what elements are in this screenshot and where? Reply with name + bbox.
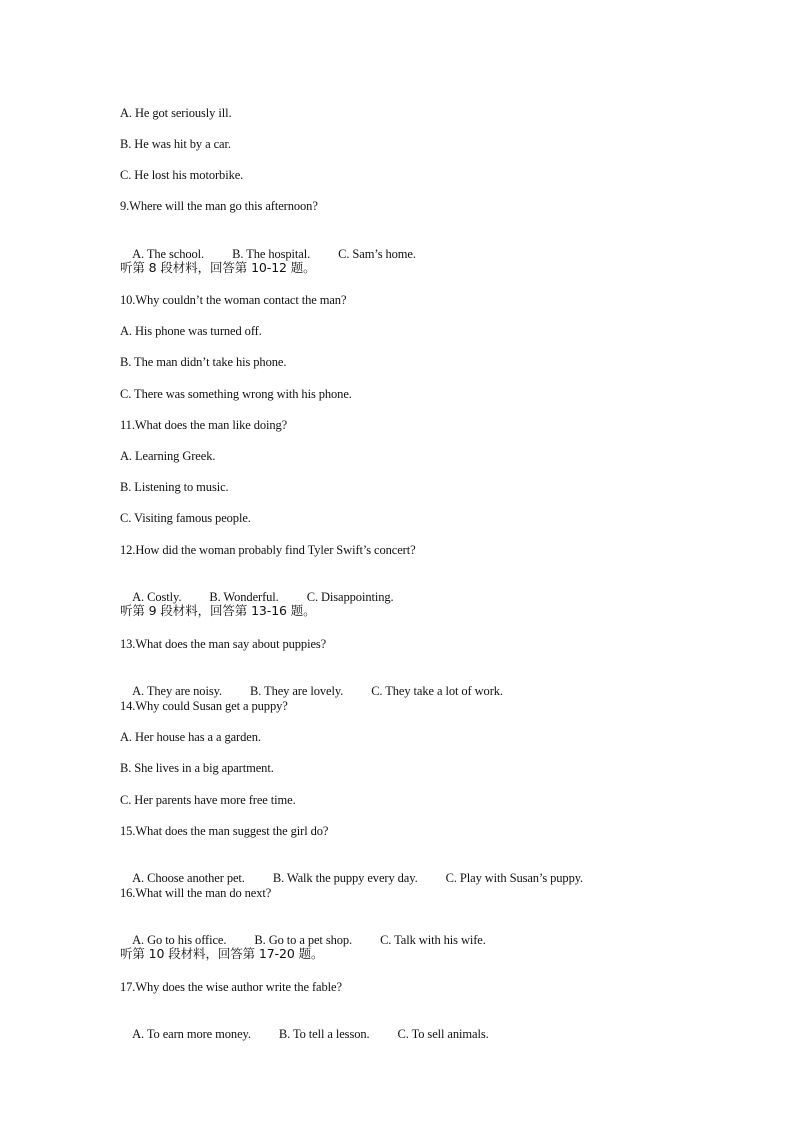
- q13-option-a: A. They are noisy.: [132, 684, 222, 698]
- question-11: 11.What does the man like doing?: [120, 418, 288, 432]
- question-13: 13.What does the man say about puppies?: [120, 637, 327, 651]
- q14-option-a: A. Her house has a a garden.: [120, 730, 261, 744]
- q10-option-c: C. There was something wrong with his phone.: [120, 387, 352, 401]
- question-17: 17.Why does the wise author write the fable?: [120, 980, 342, 994]
- q17-option-b: B. To tell a lesson.: [278, 1027, 370, 1041]
- q8-option-a: A. He got seriously ill.: [120, 106, 232, 120]
- q8-option-b: B. He was hit by a car.: [120, 137, 231, 151]
- q14-option-c: C. Her parents have more free time.: [120, 793, 296, 807]
- q9-option-b: B. The hospital.: [232, 247, 311, 261]
- section-9-heading: 听第 9 段材料，回答第 13-16 题。: [120, 603, 316, 618]
- question-15: 15.What does the man suggest the girl do?: [120, 824, 329, 838]
- q13-option-c: C. They take a lot of work.: [371, 684, 503, 698]
- q10-option-b: B. The man didn’t take his phone.: [120, 355, 287, 369]
- q15-option-b: B. Walk the puppy every day.: [272, 871, 418, 885]
- question-12: 12.How did the woman probably find Tyler Swift’s concert?: [120, 543, 416, 557]
- q11-option-c: C. Visiting famous people.: [120, 511, 251, 525]
- q16-option-b: B. Go to a pet shop.: [254, 933, 353, 947]
- q12-option-b: B. Wonderful.: [209, 590, 279, 604]
- q17-options: [120, 1010, 489, 1058]
- q13-option-b: B. They are lovely.: [249, 684, 344, 698]
- q9-option-a: A. The school.: [132, 247, 205, 261]
- q10-option-a: A. His phone was turned off.: [120, 324, 262, 338]
- q9-option-c: C. Sam’s home.: [338, 247, 416, 261]
- question-10: 10.Why couldn’t the woman contact the man?: [120, 293, 347, 307]
- q14-option-b: B. She lives in a big apartment.: [120, 761, 274, 775]
- q11-option-b: B. Listening to music.: [120, 480, 229, 494]
- section-10-heading: 听第 10 段材料，回答第 17-20 题。: [120, 946, 324, 961]
- question-14: 14.Why could Susan get a puppy?: [120, 699, 288, 713]
- q17-option-c: C. To sell animals.: [397, 1027, 489, 1041]
- q8-option-c: C. He lost his motorbike.: [120, 168, 244, 182]
- q11-option-a: A. Learning Greek.: [120, 449, 216, 463]
- question-9: 9.Where will the man go this afternoon?: [120, 199, 318, 213]
- question-16: 16.What will the man do next?: [120, 886, 272, 900]
- q17-option-a: A. To earn more money.: [132, 1027, 251, 1041]
- section-8-heading: 听第 8 段材料，回答第 10-12 题。: [120, 260, 316, 275]
- q16-option-c: C. Talk with his wife.: [380, 933, 486, 947]
- q15-option-a: A. Choose another pet.: [132, 871, 245, 885]
- q15-option-c: C. Play with Susan’s puppy.: [445, 871, 584, 885]
- q16-option-a: A. Go to his office.: [132, 933, 227, 947]
- q12-option-c: C. Disappointing.: [306, 590, 394, 604]
- q12-option-a: A. Costly.: [132, 590, 182, 604]
